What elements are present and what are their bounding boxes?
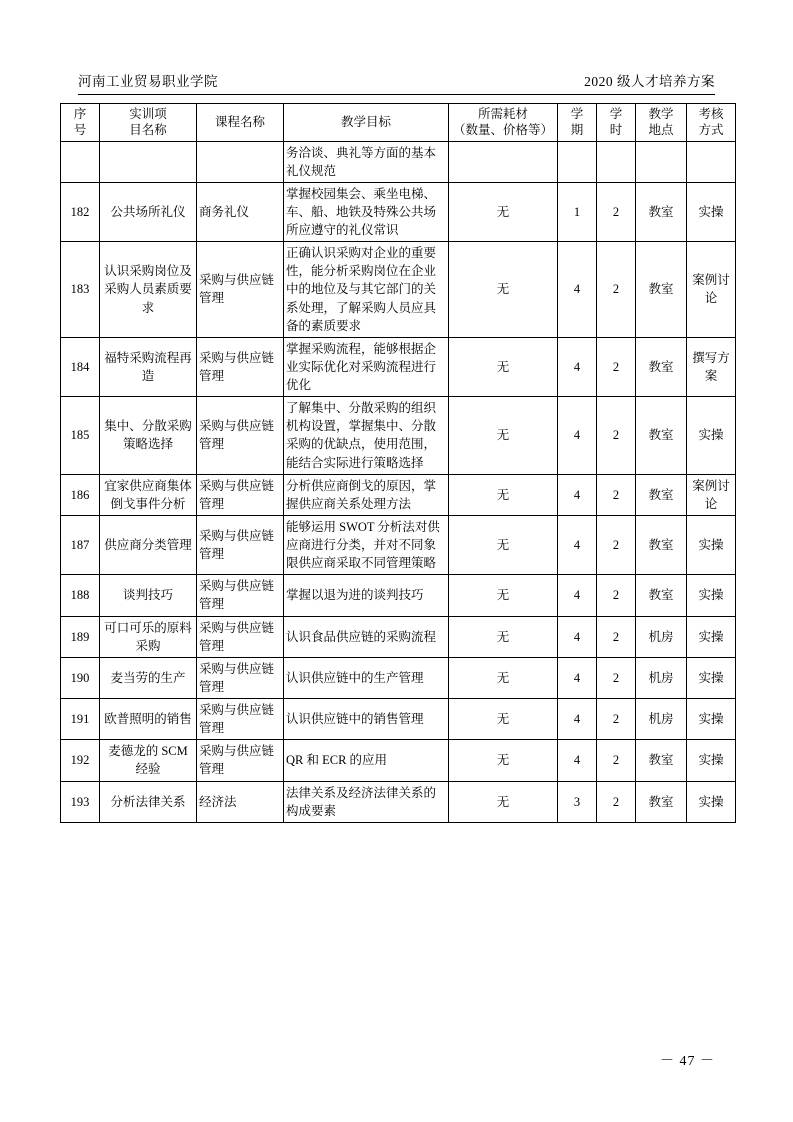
row-exam-method: 实操: [687, 699, 736, 740]
table-row: [61, 242, 736, 338]
column-header-place: [636, 104, 687, 142]
row-project-name: 麦德龙的 SCM 经验: [100, 740, 197, 781]
column-header-seq-line1: 序: [73, 107, 87, 121]
row-hours: 2: [597, 616, 636, 657]
column-header-place-line1: 教学: [648, 107, 674, 121]
column-header-name-line2: 目名称: [129, 123, 167, 138]
table-row: [61, 397, 736, 475]
row-course-name: 采购与供应链管理: [197, 699, 284, 740]
row-hours: 2: [597, 699, 636, 740]
row-hours: 2: [597, 337, 636, 396]
column-header-course-line1: 课程名称: [214, 115, 265, 130]
row-material: 无: [449, 182, 558, 241]
row-project-name: 可口可乐的原料采购: [100, 616, 197, 657]
row-seq: [61, 141, 100, 182]
row-material: 无: [449, 575, 558, 616]
row-exam-method: 实操: [687, 616, 736, 657]
row-exam-method: 实操: [687, 515, 736, 574]
row-teaching-goal: 务洽谈、典礼等方面的基本礼仪规范: [284, 141, 449, 182]
row-seq: 192: [61, 740, 100, 781]
column-header-material: [449, 104, 558, 142]
row-place: 教室: [636, 740, 687, 781]
row-place: 教室: [636, 182, 687, 241]
table-row: [61, 740, 736, 781]
row-course-name: 采购与供应链管理: [197, 242, 284, 338]
row-course-name: 采购与供应链管理: [197, 575, 284, 616]
row-course-name: 采购与供应链管理: [197, 337, 284, 396]
row-term: 4: [558, 575, 597, 616]
column-header-hours-line1: 学: [609, 107, 623, 121]
column-header-hours-line2: 时: [609, 123, 623, 138]
row-seq: 187: [61, 515, 100, 574]
row-project-name: 宜家供应商集体倒戈事件分析: [100, 474, 197, 515]
row-hours: [597, 141, 636, 182]
column-header-term-line1: 学: [570, 107, 584, 121]
column-header-term: [558, 104, 597, 142]
table-row: [61, 616, 736, 657]
row-teaching-goal: 掌握校园集会、乘坐电梯、车、船、地铁及特殊公共场所应遵守的礼仪常识: [284, 182, 449, 241]
row-project-name: 供应商分类管理: [100, 515, 197, 574]
row-term: 4: [558, 242, 597, 338]
row-place: 教室: [636, 575, 687, 616]
row-material: 无: [449, 699, 558, 740]
column-header-exam: [687, 104, 736, 142]
table-row: [61, 337, 736, 396]
row-hours: 2: [597, 474, 636, 515]
row-teaching-goal: 认识食品供应链的采购流程: [284, 616, 449, 657]
column-header-term-line2: 期: [570, 123, 584, 138]
table-row: [61, 474, 736, 515]
row-teaching-goal: 认识供应链中的生产管理: [284, 657, 449, 698]
row-exam-method: 实操: [687, 397, 736, 475]
row-material: 无: [449, 242, 558, 338]
header-institution: 河南工业贸易职业学院: [78, 74, 218, 89]
row-material: 无: [449, 740, 558, 781]
column-header-exam-line2: 方式: [698, 123, 724, 138]
row-seq: 183: [61, 242, 100, 338]
row-hours: 2: [597, 515, 636, 574]
row-seq: 190: [61, 657, 100, 698]
table-body: [61, 141, 736, 822]
training-projects-table: [60, 103, 736, 823]
row-place: 教室: [636, 397, 687, 475]
row-place: 教室: [636, 337, 687, 396]
row-seq: 182: [61, 182, 100, 241]
row-project-name: 麦当劳的生产: [100, 657, 197, 698]
row-place: 教室: [636, 515, 687, 574]
row-place: 教室: [636, 474, 687, 515]
row-teaching-goal: 掌握采购流程，能够根据企业实际优化对采购流程进行优化: [284, 337, 449, 396]
column-header-name: [100, 104, 197, 142]
row-material: 无: [449, 657, 558, 698]
row-seq: 186: [61, 474, 100, 515]
row-term: 4: [558, 740, 597, 781]
table-row: [61, 699, 736, 740]
row-term: 4: [558, 397, 597, 475]
row-material: 无: [449, 474, 558, 515]
row-course-name: [197, 141, 284, 182]
row-exam-method: 实操: [687, 740, 736, 781]
column-header-course: [197, 104, 284, 142]
row-seq: 188: [61, 575, 100, 616]
row-course-name: 商务礼仪: [197, 182, 284, 241]
row-hours: 2: [597, 182, 636, 241]
row-project-name: 集中、分散采购策略选择: [100, 397, 197, 475]
row-teaching-goal: 能够运用 SWOT 分析法对供应商进行分类，并对不同象限供应商采取不同管理策略: [284, 515, 449, 574]
row-course-name: 经济法: [197, 781, 284, 822]
column-header-hours: [597, 104, 636, 142]
row-seq: 189: [61, 616, 100, 657]
row-hours: 2: [597, 657, 636, 698]
row-exam-method: 案例讨论: [687, 242, 736, 338]
row-hours: 2: [597, 781, 636, 822]
row-teaching-goal: QR 和 ECR 的应用: [284, 740, 449, 781]
row-term: 4: [558, 699, 597, 740]
row-project-name: 认识采购岗位及采购人员素质要求: [100, 242, 197, 338]
row-hours: 2: [597, 575, 636, 616]
row-project-name: 欧普照明的销售: [100, 699, 197, 740]
row-term: 3: [558, 781, 597, 822]
row-hours: 2: [597, 740, 636, 781]
row-exam-method: [687, 141, 736, 182]
column-header-goal: [284, 104, 449, 142]
table-row: [61, 182, 736, 241]
row-course-name: 采购与供应链管理: [197, 657, 284, 698]
row-place: 机房: [636, 657, 687, 698]
column-header-material-line1: 所需耗材: [477, 107, 528, 121]
row-material: 无: [449, 337, 558, 396]
row-project-name: 分析法律关系: [100, 781, 197, 822]
row-place: [636, 141, 687, 182]
page-header: [60, 70, 733, 94]
row-material: [449, 141, 558, 182]
row-seq: 185: [61, 397, 100, 475]
row-project-name: 公共场所礼仪: [100, 182, 197, 241]
row-term: 4: [558, 515, 597, 574]
row-exam-method: 实操: [687, 182, 736, 241]
column-header-goal-line1: 教学目标: [340, 115, 391, 130]
table-head: [61, 104, 736, 142]
column-header-seq: [61, 104, 100, 142]
header-document-title: 2020 级人才培养方案: [584, 74, 715, 89]
row-seq: 193: [61, 781, 100, 822]
header-divider: [78, 94, 715, 95]
row-teaching-goal: 了解集中、分散采购的组织机构设置，掌握集中、分散采购的优缺点，使用范围，能结合实际进行策略选择: [284, 397, 449, 475]
row-material: 无: [449, 781, 558, 822]
column-header-name-line1: 实训项: [129, 107, 167, 121]
row-project-name: 谈判技巧: [100, 575, 197, 616]
row-place: 教室: [636, 781, 687, 822]
row-exam-method: 实操: [687, 657, 736, 698]
page-number: － 47 －: [660, 1054, 715, 1069]
row-material: 无: [449, 616, 558, 657]
row-place: 机房: [636, 699, 687, 740]
table-row: [61, 781, 736, 822]
row-material: 无: [449, 515, 558, 574]
column-header-material-line2: （数量、价格等）: [452, 123, 553, 138]
row-teaching-goal: 认识供应链中的销售管理: [284, 699, 449, 740]
row-exam-method: 实操: [687, 575, 736, 616]
table-row: [61, 657, 736, 698]
row-seq: 184: [61, 337, 100, 396]
row-term: 4: [558, 337, 597, 396]
table-header-row: [61, 104, 736, 142]
row-hours: 2: [597, 397, 636, 475]
row-exam-method: 撰写方案: [687, 337, 736, 396]
row-teaching-goal: 正确认识采购对企业的重要性，能分析采购岗位在企业中的地位及与其它部门的关系处理，了解采购人员应具备的素质要求: [284, 242, 449, 338]
row-teaching-goal: 掌握以退为进的谈判技巧: [284, 575, 449, 616]
row-place: 机房: [636, 616, 687, 657]
row-term: 4: [558, 616, 597, 657]
column-header-place-line2: 地点: [648, 123, 674, 138]
row-course-name: 采购与供应链管理: [197, 515, 284, 574]
row-exam-method: 实操: [687, 781, 736, 822]
row-exam-method: 案例讨论: [687, 474, 736, 515]
row-seq: 191: [61, 699, 100, 740]
row-hours: 2: [597, 242, 636, 338]
row-material: 无: [449, 397, 558, 475]
row-course-name: 采购与供应链管理: [197, 616, 284, 657]
table-row: [61, 141, 736, 182]
table-row: [61, 575, 736, 616]
row-teaching-goal: 法律关系及经济法律关系的构成要素: [284, 781, 449, 822]
row-teaching-goal: 分析供应商倒戈的原因，掌握供应商关系处理方法: [284, 474, 449, 515]
row-course-name: 采购与供应链管理: [197, 740, 284, 781]
column-header-seq-line2: 号: [73, 123, 87, 138]
table-row: [61, 515, 736, 574]
row-term: 4: [558, 657, 597, 698]
row-course-name: 采购与供应链管理: [197, 474, 284, 515]
row-term: [558, 141, 597, 182]
column-header-exam-line1: 考核: [698, 107, 724, 121]
row-place: 教室: [636, 242, 687, 338]
row-term: 4: [558, 474, 597, 515]
row-course-name: 采购与供应链管理: [197, 397, 284, 475]
row-term: 1: [558, 182, 597, 241]
row-project-name: 福特采购流程再造: [100, 337, 197, 396]
row-project-name: [100, 141, 197, 182]
